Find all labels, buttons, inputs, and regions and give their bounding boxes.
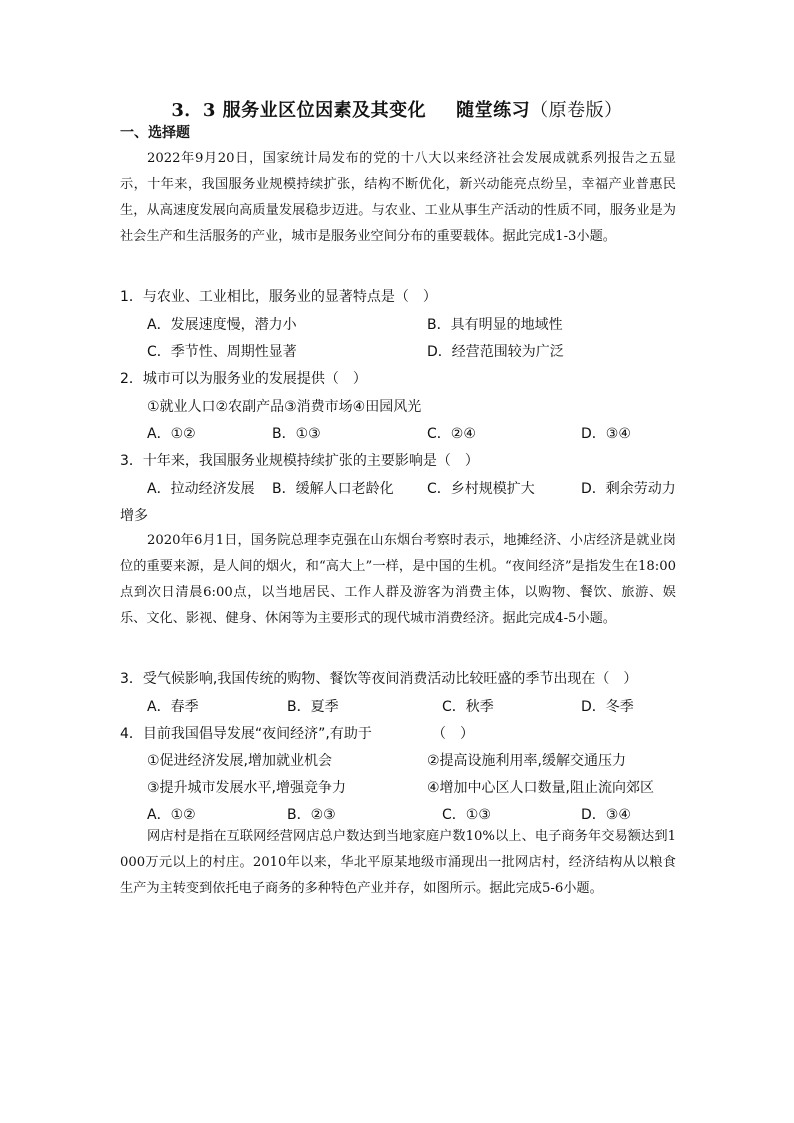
question-4-option-d: D．③④ xyxy=(581,807,631,823)
page-title xyxy=(0,96,794,122)
question-4-stem: 4．目前我国倡导发展“夜间经济”,有助于 xyxy=(120,726,372,742)
question-4-option-b: B．②③ xyxy=(287,807,336,823)
question-4-item-2: ②提高设施利用率,缓解交通压力 xyxy=(427,753,627,769)
passage-3: 网店村是指在互联网经营网店总户数达到当地家庭户数10%以上、电子商务年交易额达到1 000万元以上的村庄。2010年以来，华北平原某地级市涌现出一批网店村，经济结构从以粮食生产为主转变到依托电子商务的多种特色产业并存，如图所示。据此完成5-6小题。 xyxy=(120,829,676,896)
question-2-option-d: D．③④ xyxy=(581,426,631,442)
question-4-item-4: ④增加中心区人口数量,阻止流向郊区 xyxy=(427,780,655,796)
question-2-stem: 2．城市可以为服务业的发展提供（ ） xyxy=(120,371,367,387)
title-suffix: （原卷版） xyxy=(530,100,623,121)
question-4-option-a: A．①② xyxy=(147,807,196,823)
question-2-items: ①就业人口②农副产品③消费市场④田园风光 xyxy=(147,399,422,415)
question-3b-option-b: B．夏季 xyxy=(287,699,339,715)
question-2-option-a: A．①② xyxy=(147,426,196,442)
question-1-option-a: A．发展速度慢，潜力小 xyxy=(147,317,297,333)
question-1-option-d: D．经营范围较为广泛 xyxy=(427,344,564,360)
question-3b-option-a: A．春季 xyxy=(147,699,199,715)
question-4-item-1: ①促进经济发展,增加就业机会 xyxy=(147,753,333,769)
question-1-option-c: C．季节性、周期性显著 xyxy=(147,344,297,360)
question-3b-stem: 3．受气候影响,我国传统的购物、餐饮等夜间消费活动比较旺盛的季节出现在（ ） xyxy=(120,671,638,687)
question-3-option-b: B．缓解人口老龄化 xyxy=(272,481,394,497)
question-4-item-3: ③提升城市发展水平,增强竞争力 xyxy=(147,780,347,796)
question-3b-option-c: C．秋季 xyxy=(442,699,494,715)
question-1-option-b: B．具有明显的地域性 xyxy=(427,317,563,333)
title-main: 3．3 服务业区位因素及其变化 xyxy=(171,100,427,121)
question-3-stem: 3．十年来，我国服务业规模持续扩张的主要影响是（ ） xyxy=(120,453,479,469)
question-3b-option-d: D．冬季 xyxy=(581,699,634,715)
question-3-option-d: D．剩余劳动力 xyxy=(581,481,676,497)
question-1-stem: 1．与农业、工业相比，服务业的显著特点是（ ） xyxy=(120,289,437,305)
question-2-option-c: C．②④ xyxy=(427,426,476,442)
section-heading: 一、选择题 xyxy=(120,125,190,141)
title-practice: 随堂练习 xyxy=(456,100,531,121)
question-2-option-b: B．①③ xyxy=(272,426,321,442)
question-3-option-c: C．乡村规模扩大 xyxy=(427,481,535,497)
passage-2: 2020年6月1日，国务院总理李克强在山东烟台考察时表示，地摊经济、小店经济是就业岗位的重要来源，是人间的烟火，和“高大上”一样，是中国的生机。“夜间经济”是指发生在18:00点到次日清晨6:00点，以当地居民、工作人群及游客为消费主体，以购物、餐饮、旅游、娱乐、文化、影视、健身、休闲等为主要形式的现代城市消费经济。据此完成4-5小题。 xyxy=(120,533,676,626)
question-4-answer-paren: （ ） xyxy=(432,726,474,742)
question-3-option-a: A．拉动经济发展 xyxy=(147,481,255,497)
question-3-option-d-continued: 增多 xyxy=(120,508,148,524)
passage-1: 2022年9月20日，国家统计局发布的党的十八大以来经济社会发展成就系列报告之五显示，十年来，我国服务业规模持续扩张，结构不断优化，新兴动能亮点纷呈，幸福产业普惠民生，从高速度发展向高质量发展稳步迈进。与农业、工业从事生产活动的性质不同，服务业是为社会生产和生活服务的产业，城市是服务业空间分布的重要载体。据此完成1-3小题。 xyxy=(120,151,676,244)
question-4-option-c: C．①③ xyxy=(442,807,491,823)
